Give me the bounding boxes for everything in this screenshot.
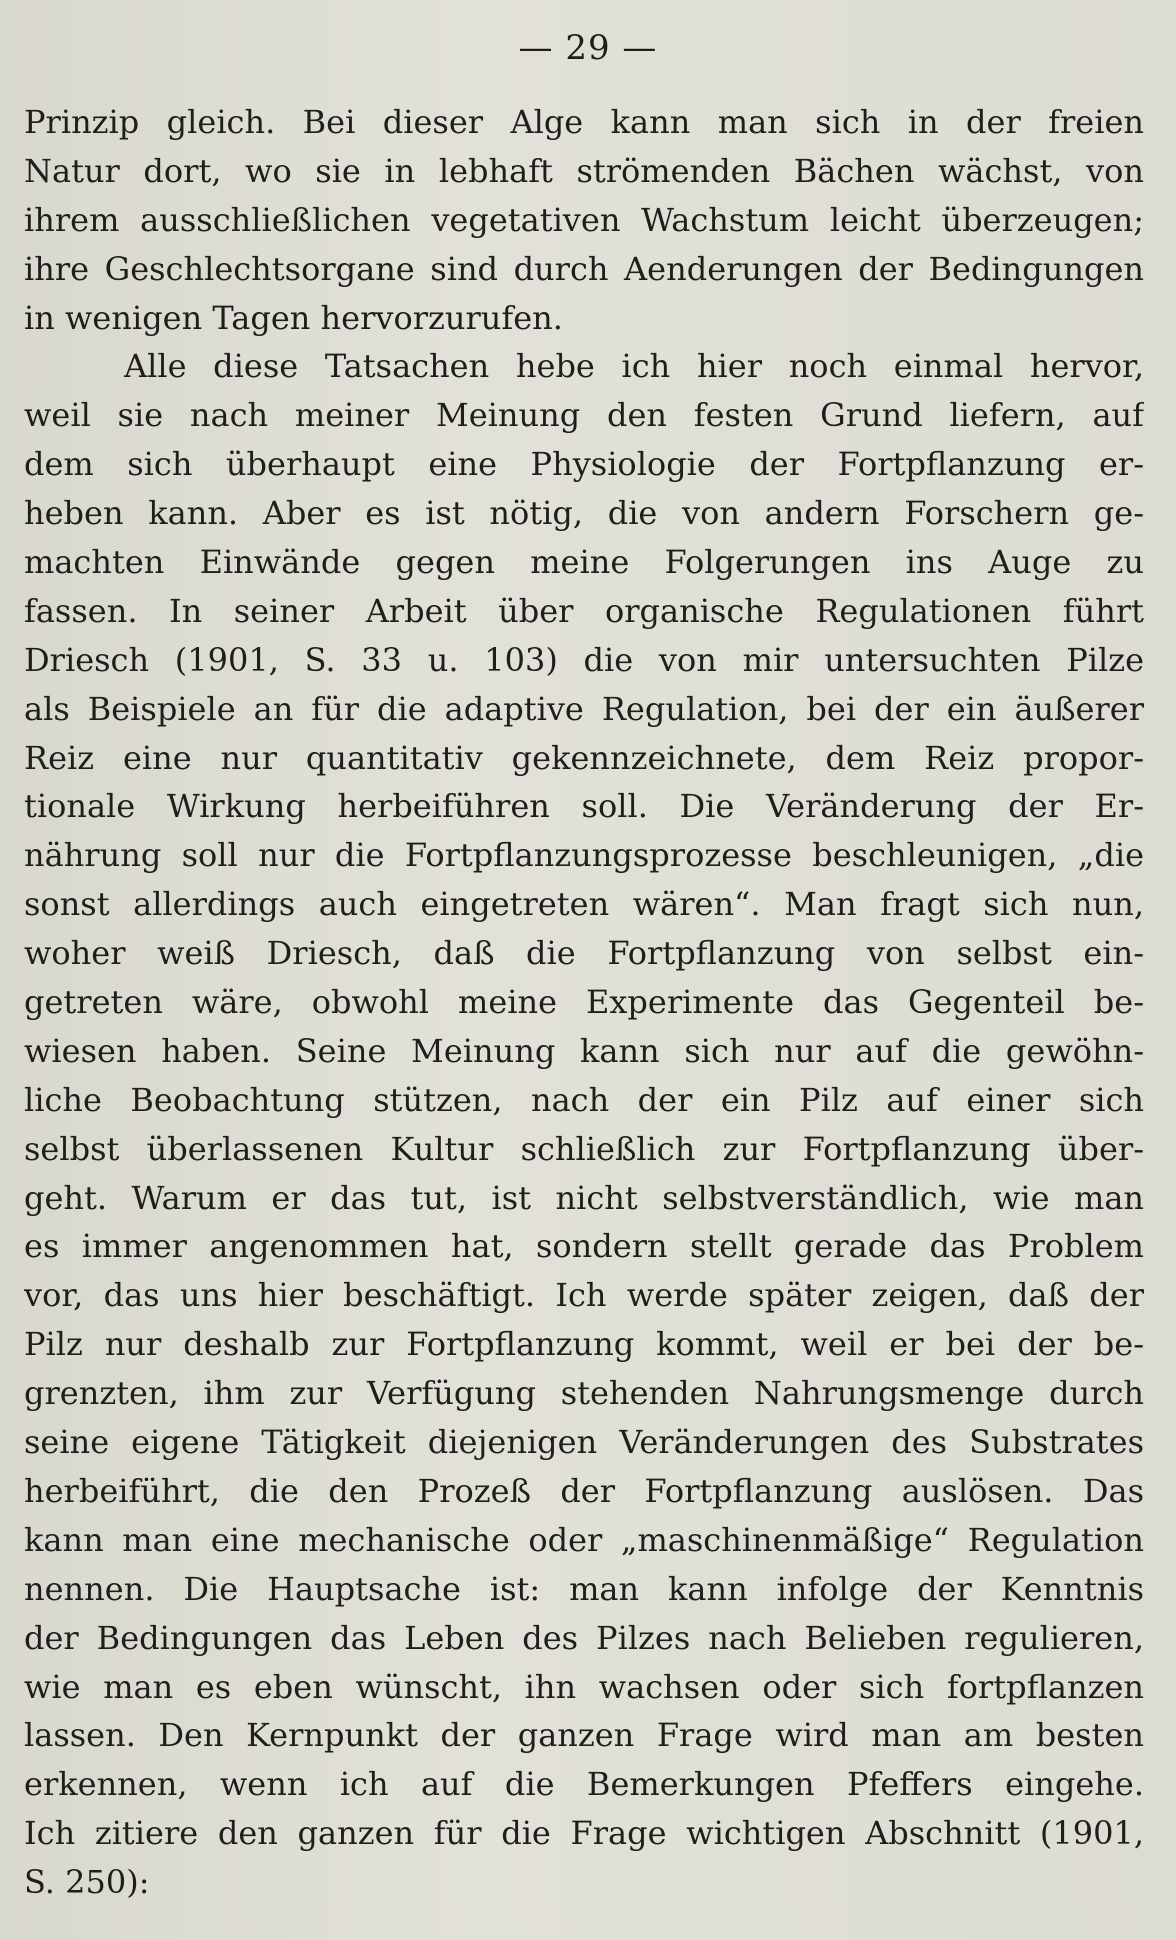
text-line: machten Einwände gegen meine Folgerungen ins Auge zu	[24, 543, 1144, 582]
text-line: Driesch (1901, S. 33 u. 103) die von mir untersuchten Pilze	[24, 640, 1144, 679]
text-line: vor, das uns hier beschäftigt. Ich werde später zeigen, daß der	[24, 1276, 1144, 1315]
text-line: fassen. In seiner Arbeit über organische Regulationen führt	[24, 591, 1144, 630]
text-line: kann man eine mechanische oder „maschinenmäßige“ Regulation	[24, 1520, 1144, 1559]
text-line: erkennen, wenn ich auf die Bemerkungen Pfeffers eingehe.	[24, 1765, 1144, 1804]
text-line: Natur dort, wo sie in lebhaft strömenden Bächen wächst, von	[24, 151, 1144, 190]
text-line: liche Beobachtung stützen, nach der ein Pilz auf einer sich	[24, 1080, 1144, 1119]
page-number: — 29 —	[518, 28, 658, 68]
text-line: lassen. Den Kernpunkt der ganzen Frage wird man am besten	[24, 1716, 1144, 1755]
text-line: dem sich überhaupt eine Physiologie der Fortpflanzung er-	[24, 445, 1144, 484]
text-line: als Beispiele an für die adaptive Regulation, bei der ein äußerer	[24, 689, 1144, 728]
text-line: nennen. Die Hauptsache ist: man kann infolge der Kenntnis	[24, 1569, 1144, 1608]
text-line: sonst allerdings auch eingetreten wären“. Man fragt sich nun,	[24, 885, 1144, 924]
text-line: es immer angenommen hat, sondern stellt gerade das Problem	[24, 1227, 1144, 1266]
text-line: Ich zitiere den ganzen für die Frage wichtigen Abschnitt (1901,	[24, 1814, 1144, 1853]
text-line: Pilz nur deshalb zur Fortpflanzung kommt, weil er bei der be-	[24, 1325, 1144, 1364]
text-line: herbeiführt, die den Prozeß der Fortpflanzung auslösen. Das	[24, 1471, 1144, 1510]
text-line: geht. Warum er das tut, ist nicht selbstverständlich, wie man	[24, 1178, 1144, 1217]
text-line: grenzten, ihm zur Verfügung stehenden Nahrungsmenge durch	[24, 1374, 1144, 1413]
text-line: wie man es eben wünscht, ihn wachsen oder sich fortpflanzen	[24, 1667, 1144, 1706]
text-line: ihre Geschlechtsorgane sind durch Aenderungen der Bedingungen	[24, 249, 1144, 288]
text-line: ihrem ausschließlichen vegetativen Wachstum leicht überzeugen;	[24, 200, 1144, 239]
text-line: getreten wäre, obwohl meine Experimente das Gegenteil be-	[24, 983, 1144, 1022]
text-line: S. 250):	[24, 1863, 150, 1902]
text-line: tionale Wirkung herbeiführen soll. Die Veränderung der Er-	[24, 787, 1144, 826]
text-line: Prinzip gleich. Bei dieser Alge kann man sich in der freien	[24, 103, 1144, 141]
text-line: selbst überlassenen Kultur schließlich zur Fortpflanzung über-	[24, 1129, 1144, 1168]
body-text	[24, 98, 1144, 1907]
text-line: wiesen haben. Seine Meinung kann sich nur auf die gewöhn-	[24, 1031, 1144, 1070]
text-line: seine eigene Tätigkeit diejenigen Veränderungen des Substrates	[24, 1423, 1144, 1462]
text-line: in wenigen Tagen hervorzurufen.	[24, 298, 563, 337]
text-line: nährung soll nur die Fortpflanzungsprozesse beschleunigen, „die	[24, 836, 1144, 875]
text-line: Alle diese Tatsachen hebe ich hier noch einmal hervor,	[124, 347, 1144, 386]
text-line: heben kann. Aber es ist nötig, die von andern Forschern ge-	[24, 494, 1144, 533]
text-line: der Bedingungen das Leben des Pilzes nach Belieben regulieren,	[24, 1618, 1144, 1657]
text-line: woher weiß Driesch, daß die Fortpflanzung von selbst ein-	[24, 934, 1144, 973]
text-line: weil sie nach meiner Meinung den festen Grund liefern, auf	[24, 396, 1144, 435]
text-line: Reiz eine nur quantitativ gekennzeichnete, dem Reiz propor-	[24, 738, 1144, 777]
